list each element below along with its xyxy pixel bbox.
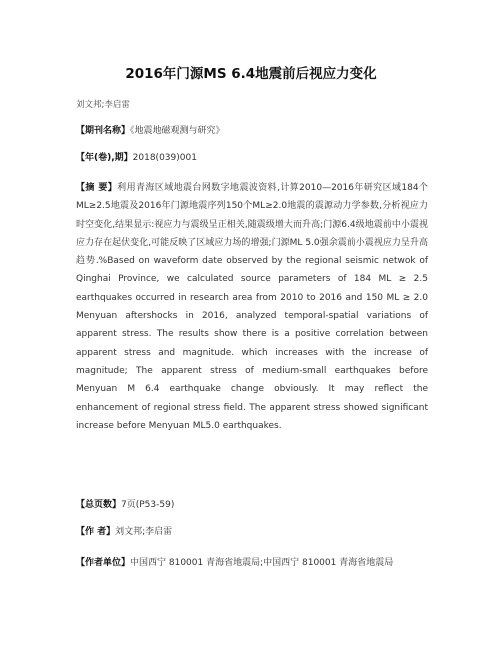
- year-volume-label: 【年(卷),期】: [76, 153, 133, 163]
- author-field: [76, 523, 428, 542]
- page-count-label: 【总页数】: [76, 500, 122, 510]
- author-label: 【作 者】: [76, 527, 116, 537]
- author-unit-field: [76, 554, 428, 573]
- page-count-value: 7页(P53-59): [121, 500, 175, 510]
- abstract-field: [76, 179, 428, 435]
- year-volume-field: [76, 149, 428, 168]
- author-line: 刘文邦;李启雷: [76, 100, 130, 110]
- journal-value: 《地震地磁观测与研究》: [130, 126, 225, 136]
- page-count-field: [76, 496, 428, 515]
- abstract-label: 【摘 要】: [76, 183, 118, 193]
- abstract-text: 利用青海区域地震台网数字地震波资料,计算2010—2016年研究区域184个ML≥2.5地震及2016年门源地震序列150个ML≥2.0地震的震源动力学参数,分析视应力时空变化,结果显示:视应力与震级呈正相关,随震级增大而升高;门源6.4级地震前中小震视应力存在起伏变化,可能反映了区域应力场的增强;门源ML 5.0强余震前小震视应力呈升高趋势.%Based on waveform date observed by the regional seismic netwok of Qinghai Province, we calculated source parameters of 184 ML ≥ 2.5 earthquakes occurred in research area from 2010 to 2016 and 150 ML ≥ 2.0 Menyuan aftershocks in 2016, analyzed temporal-spatial variations of apparent stress. The results show there is a positive correlation between apparent stress and magnitude. which increases with the increase of magnitude; The apparent stress of medium-small earthquakes before Menyuan M 6.4 earthquake change obviously. It may reflect the enhancement of regional stress field. The apparent stress showed significant increase before Menyuan ML5.0 earthquakes.: [76, 183, 428, 431]
- journal-label: 【期刊名称】: [76, 126, 131, 136]
- year-volume-value: 2018(039)001: [132, 153, 197, 163]
- author-unit-value: 中国西宁 810001 青海省地震局;中国西宁 810001 青海省地震局: [130, 558, 394, 568]
- author-value: 刘文邦;李启雷: [115, 527, 173, 537]
- journal-field: [76, 122, 428, 141]
- document-title: 2016年门源MS 6.4地震前后视应力变化: [125, 66, 377, 82]
- author-unit-label: 【作者单位】: [76, 558, 131, 568]
